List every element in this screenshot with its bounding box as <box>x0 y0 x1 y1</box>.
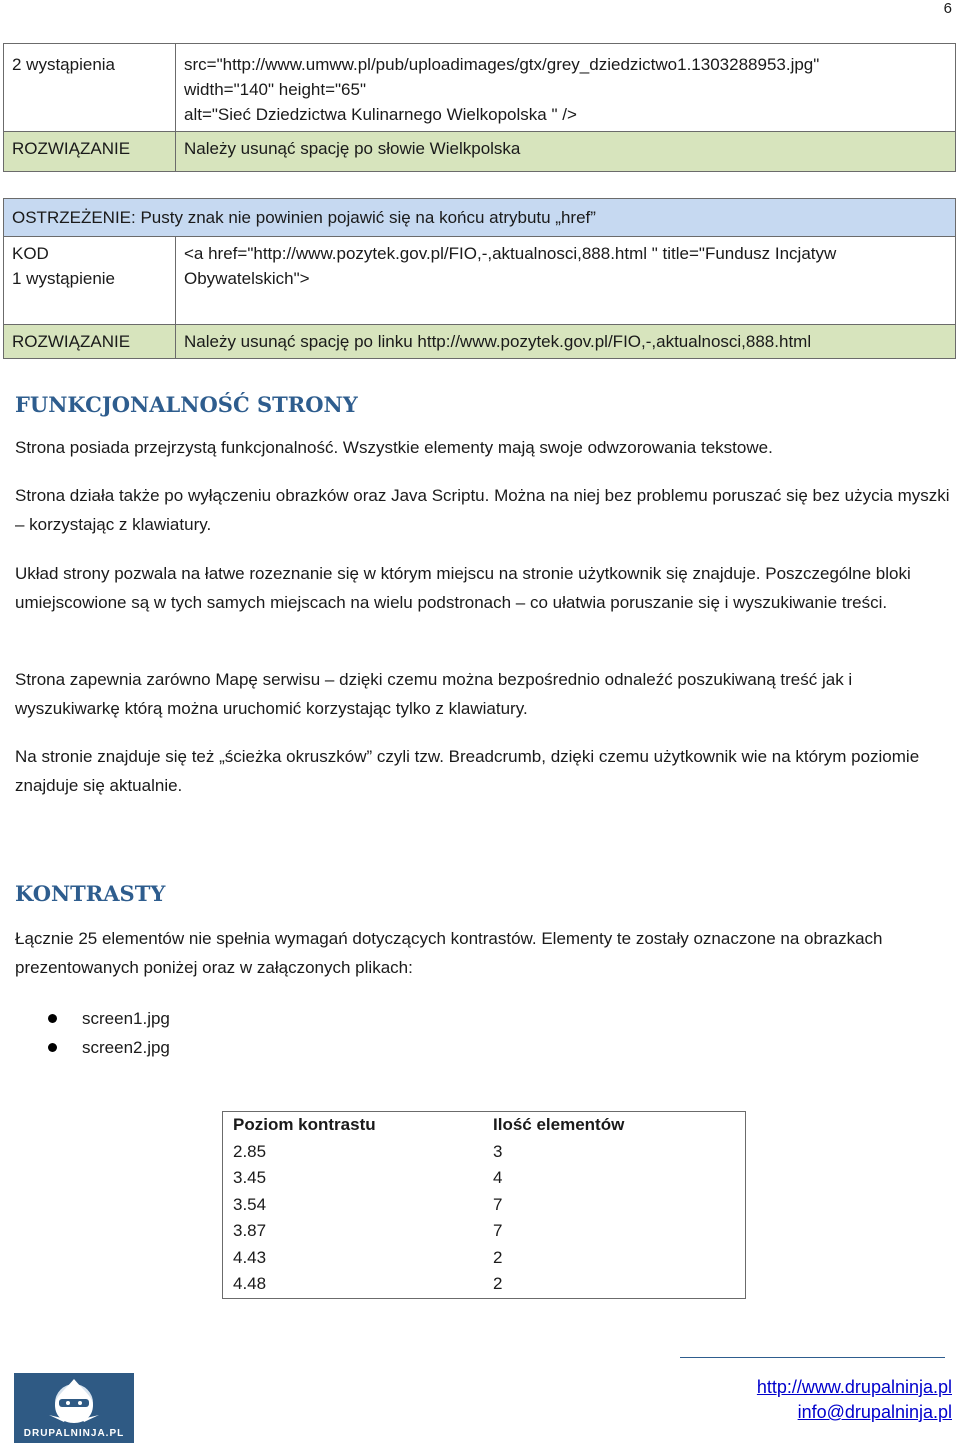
table-row <box>4 237 956 325</box>
solution-text: Należy usunąć spację po słowie Wielkpolska <box>176 132 956 172</box>
element-count: 2 <box>493 1274 503 1293</box>
table-row <box>223 1245 746 1272</box>
code-line: src="http://www.umww.pl/pub/uploadimages/gtx/grey_dziedzictwo1.1303288953.jpg" <box>184 55 820 74</box>
table-header-row <box>223 1112 746 1139</box>
contrast-level: 4.43 <box>233 1247 267 1267</box>
warning-text: OSTRZEŻENIE: Pusty znak nie powinien pojawić się na końcu atrybutu „href” <box>4 199 956 237</box>
code-cell <box>176 237 956 325</box>
list-item: screen1.jpg <box>15 1004 170 1033</box>
table-row <box>4 132 956 172</box>
logo-text: DRUPALNINJA.PL <box>23 1428 125 1439</box>
occurrence-count: 1 wystąpienie <box>12 269 116 288</box>
solution-text: Należy usunąć spację po linku http://www.pozytek.gov.pl/FIO,-,aktualnosci,888.html <box>176 325 956 359</box>
solution-label: ROZWIĄZANIE <box>4 132 176 172</box>
logo <box>14 1373 134 1443</box>
column-header: Ilość elementów <box>493 1115 625 1134</box>
code-label: KOD <box>12 244 49 263</box>
footer-divider <box>680 1357 945 1358</box>
issue-table-href <box>3 198 956 359</box>
email-link[interactable]: info@drupalninja.pl <box>797 1402 952 1422</box>
table-row <box>223 1192 746 1219</box>
list-item: screen2.jpg <box>15 1033 170 1062</box>
paragraph: Na stronie znajduje się też „ścieżka okruszków” czyli tzw. Breadcrumb, dzięki czemu użytkownik wie na którym poziomie znajduje się aktualnie. <box>15 747 920 795</box>
code-cell <box>176 44 956 132</box>
table-row <box>4 44 956 132</box>
table-row <box>223 1271 746 1298</box>
column-header: Poziom kontrastu <box>233 1115 376 1134</box>
contrast-level: 3.54 <box>233 1194 267 1214</box>
contrast-table <box>222 1111 746 1299</box>
footer-links <box>757 1375 952 1425</box>
section-heading-functionality: FUNKCJONALNOŚĆ STRONY <box>15 392 358 417</box>
file-list <box>15 1004 170 1062</box>
paragraph: Układ strony pozwala na łatwe rozeznanie się w którym miejscu na stronie użytkownik się znajduje. Poszczególne bloki umiejscowione są w tych samych miejscach na wielu podstronach – co ułatwia poruszanie się i wyszukiwanie treści. <box>15 564 911 612</box>
code-label-cell <box>4 237 176 325</box>
code-line: <a href="http://www.pozytek.gov.pl/FIO,-,aktualnosci,888.html " title="Fundusz Incjatyw <box>184 244 837 263</box>
element-count: 3 <box>493 1141 503 1161</box>
paragraph: Łącznie 25 elementów nie spełnia wymagań dotyczących kontrastów. Elementy te zostały oznaczone na obrazkach prezentowanych poniżej oraz w załączonych plikach: <box>15 929 883 977</box>
element-count: 2 <box>493 1247 503 1267</box>
element-count: 4 <box>493 1168 503 1187</box>
element-count: 7 <box>493 1221 503 1240</box>
page-number: 6 <box>943 0 952 17</box>
ninja-drop-icon <box>14 1373 134 1429</box>
section-heading-contrast: KONTRASTY <box>15 881 166 906</box>
table-row <box>4 325 956 359</box>
issue-table-image-alt <box>3 43 956 172</box>
paragraph: Strona zapewnia zarówno Mapę serwisu – dzięki czemu można bezpośrednio odnaleźć poszukiwaną treść jak i wyszukiwarkę którą można uruchomić korzystając tylko z klawiatury. <box>15 670 853 718</box>
contrast-level: 3.87 <box>233 1221 267 1240</box>
code-line: alt="Sieć Dziedzictwa Kulinarnego Wielkopolska " /> <box>184 105 577 124</box>
website-link[interactable]: http://www.drupalninja.pl <box>756 1377 952 1397</box>
paragraph: Strona posiada przejrzystą funkcjonalność. Wszystkie elementy mają swoje odwzorowania tekstowe. <box>15 438 773 457</box>
code-line: width="140" height="65" <box>184 80 366 99</box>
paragraph: Strona działa także po wyłączeniu obrazków oraz Java Scriptu. Można na niej bez problemu poruszać się bez użycia myszki – korzystając z klawiatury. <box>15 486 950 534</box>
table-row <box>223 1165 746 1192</box>
contrast-level: 2.85 <box>233 1141 267 1161</box>
table-row <box>4 199 956 237</box>
code-line: Obywatelskich"> <box>184 269 310 288</box>
contrast-level: 4.48 <box>233 1274 267 1293</box>
occurrence-label: 2 wystąpienia <box>4 44 176 132</box>
solution-label: ROZWIĄZANIE <box>4 325 176 359</box>
table-row <box>223 1139 746 1166</box>
element-count: 7 <box>493 1194 503 1214</box>
contrast-level: 3.45 <box>233 1168 267 1187</box>
table-row <box>223 1218 746 1245</box>
